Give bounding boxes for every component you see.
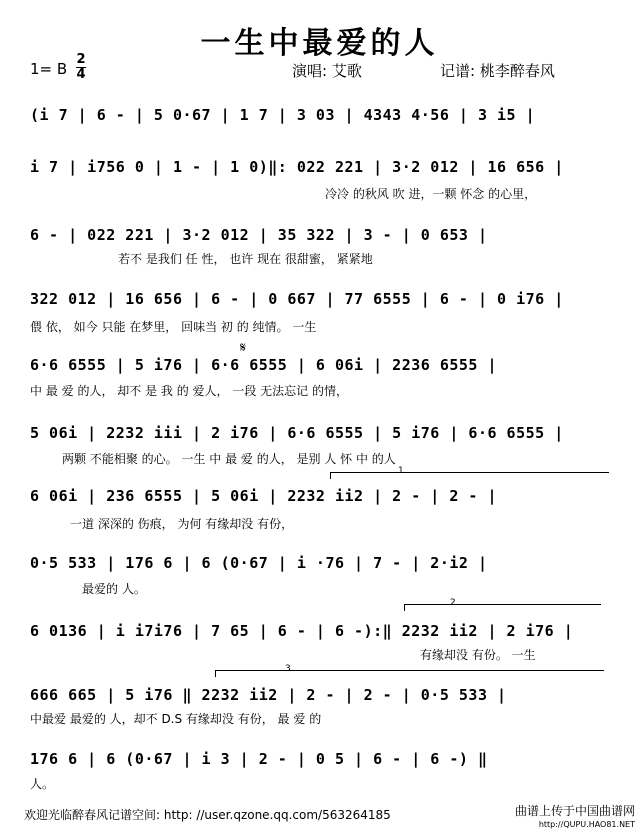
time-signature-top: 2 xyxy=(76,52,86,67)
notation-row: i 7 | i756 0 | 1 - | 1 0)‖: 022 221 | 3·2 012 | 16 656 | xyxy=(30,158,564,176)
time-signature xyxy=(76,54,86,81)
volta-number: 3 xyxy=(285,664,291,674)
footer-link[interactable]: 欢迎光临醉春风记谱空间: http: //user.qzone.qq.com/563264185 xyxy=(24,808,391,822)
volta-bracket xyxy=(330,472,609,479)
notation-row: 0·5 533 | 176 6 | 6 (0·67 | i ·76 | 7 - | 2·i2 | xyxy=(30,554,488,572)
volta-number: 2 xyxy=(450,598,456,608)
notation-row: 6 0136 | i i7i76 | 7 65 | 6 - | 6 -):‖ 2232 ii2 | 2 i76 | xyxy=(30,622,574,640)
time-signature-bottom: 4 xyxy=(76,67,86,82)
notation-row: 6·6 6555 | 5 i76 | 6·6 6555 | 6 06i | 2236 6555 | xyxy=(30,356,498,374)
notation-row: 176 6 | 6 (0·67 | i 3 | 2 - | 0 5 | 6 - | 6 -) ‖ xyxy=(30,750,488,768)
transcriber-credit: 记谱: 桃李醉春风 xyxy=(440,62,555,80)
score-title: 一生中最爱的人 xyxy=(200,26,439,61)
site-watermark xyxy=(515,805,635,831)
lyrics-row: 两颗 不能相聚 的心。 一生 中 最 爱 的人， 是别 人 怀 中 的人 xyxy=(62,452,396,466)
lyrics-row: 最爱的 人。 xyxy=(82,582,146,596)
lyrics-row: 一道 深深的 伤痕， 为何 有缘却没 有份， xyxy=(70,517,294,531)
lyrics-row: 若不 是我们 任 性， 也许 现在 很甜蜜， 紧紧地 xyxy=(118,252,373,266)
notation-row: 322 012 | 16 656 | 6 - | 0 667 | 77 6555 | 6 - | 0 i76 | xyxy=(30,290,564,308)
lyrics-row: 人。 xyxy=(30,777,55,791)
notation-row: 5 06i | 2232 iii | 2 i76 | 6·6 6555 | 5 i76 | 6·6 6555 | xyxy=(30,424,564,442)
key-signature: 1= B xyxy=(30,60,68,78)
volta-number: 1 xyxy=(398,466,404,476)
lyrics-row: 中最爱 最爱的 人，却不 D.S 有缘却没 有份， 最 爱 的 xyxy=(30,712,322,726)
segno-icon: 𝄋 xyxy=(240,340,247,356)
volta-bracket xyxy=(215,670,604,677)
lyrics-row: 有缘却没 有份。 一生 xyxy=(420,648,536,662)
lyrics-row: 冷冷 的秋风 吹 进，一颗 怀念 的心里， xyxy=(325,187,537,201)
notation-row: 6 06i | 236 6555 | 5 06i | 2232 ii2 | 2 - | 2 - | xyxy=(30,487,498,505)
notation-row: 666 665 | 5 i76 ‖ 2232 ii2 | 2 - | 2 - | 0·5 533 | xyxy=(30,686,507,704)
lyrics-row: 中 最 爱 的人， 却不 是 我 的 爱人， 一段 无法忘记 的情， xyxy=(30,384,348,398)
lyrics-row: 偎 依， 如今 只能 在梦里， 回味当 初 的 纯情。 一生 xyxy=(30,320,317,334)
singer-credit: 演唱: 艾歌 xyxy=(292,62,362,80)
watermark-url: http://QUPU.HAO81.NET xyxy=(538,820,635,829)
notation-row: (i 7 | 6 - | 5 0·67 | 1 7 | 3 03 | 4343 4·56 | 3 i5 | xyxy=(30,106,536,124)
watermark-text: 曲谱上传于中国曲谱网 xyxy=(514,804,635,818)
volta-bracket xyxy=(404,604,601,611)
notation-row: 6 - | 022 221 | 3·2 012 | 35 322 | 3 - | 0 653 | xyxy=(30,226,488,244)
